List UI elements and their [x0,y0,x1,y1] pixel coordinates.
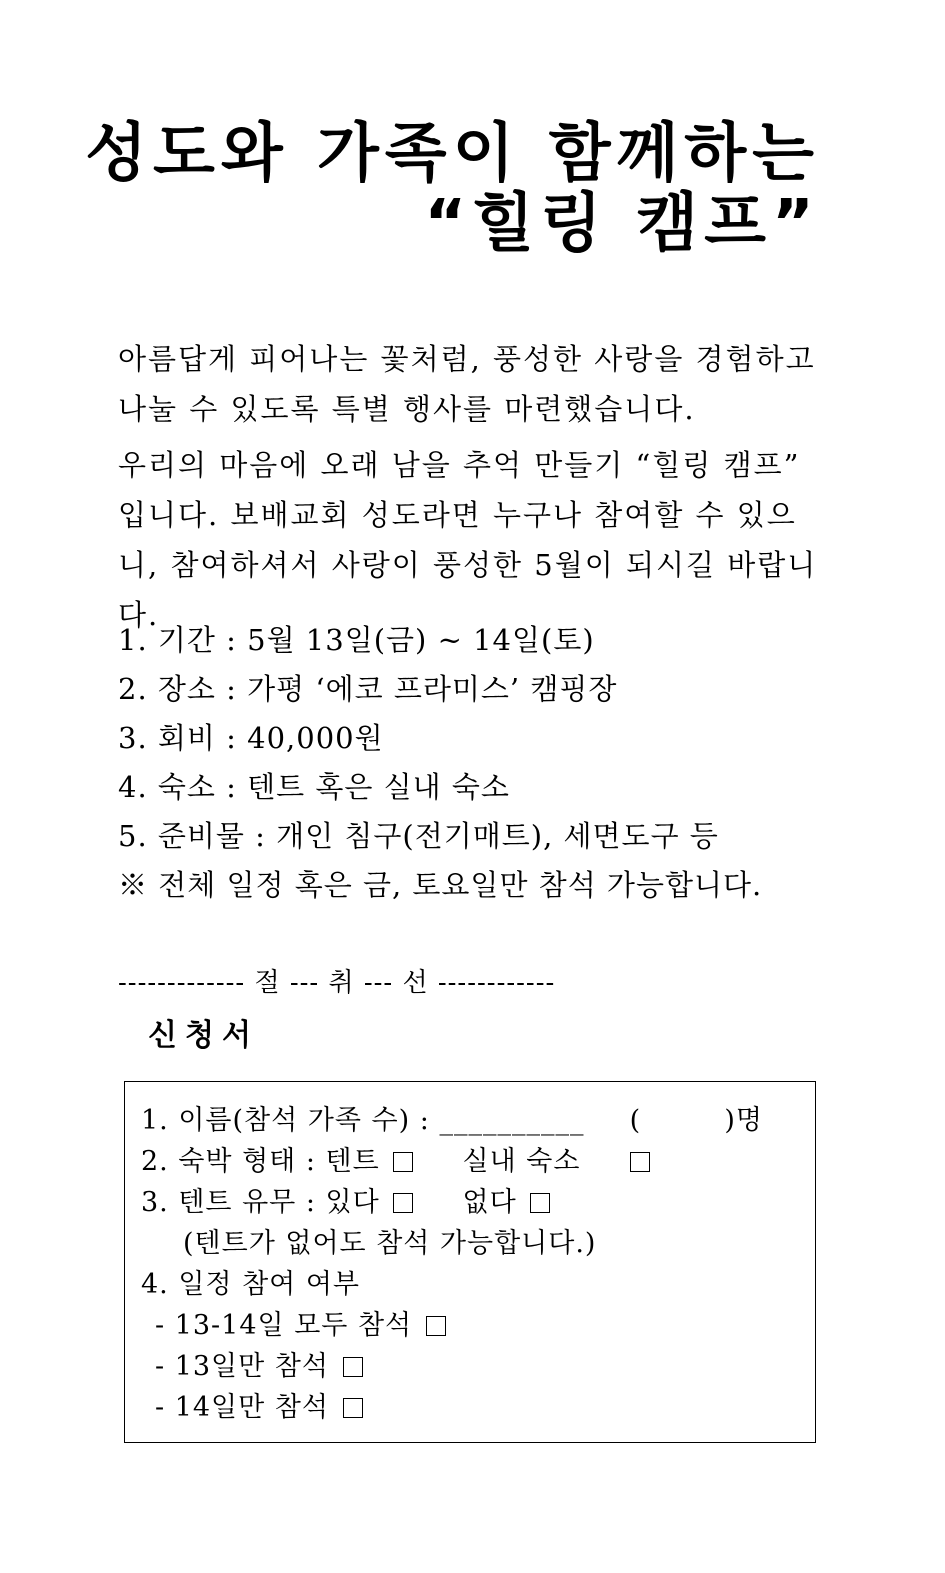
detail-lodging: 4. 숙소 : 텐트 혹은 실내 숙소 [118,770,510,804]
tent-no-label: 없다 [462,1187,517,1218]
tent-note: (텐트가 없어도 참석 가능합니다.) [183,1228,597,1259]
tent-no-checkbox[interactable] [530,1193,550,1213]
title-line-2: “힐링 캠프” [424,187,820,261]
form-row-lodging [141,1141,763,1182]
detail-period: 1. 기간 : 5월 13일(금) ~ 14일(토) [118,623,595,657]
schedule-14-label: - 14일만 참석 [155,1392,329,1423]
lodging-indoor-checkbox[interactable] [630,1152,650,1172]
lodging-indoor-label: 실내 숙소 [462,1146,581,1177]
event-details-list [118,616,762,910]
detail-location: 2. 장소 : 가평 ‘에코 프라미스’ 캠핑장 [118,672,618,706]
count-close: )명 [724,1105,763,1136]
schedule-option-13 [141,1346,763,1387]
lodging-tent-label: 텐트 [325,1146,380,1177]
detail-fee: 3. 회비 : 40,000원 [118,721,384,755]
schedule-14-checkbox[interactable] [343,1398,363,1418]
schedule-option-both [141,1305,763,1346]
form-row-name [141,1100,763,1141]
schedule-option-14 [141,1387,763,1428]
detail-note: ※ 전체 일정 혹은 금, 토요일만 참석 가능합니다. [118,868,763,902]
title-line-1: 성도와 가족이 함께하는 [85,117,820,191]
count-open: ( [629,1105,642,1136]
lodging-tent-checkbox[interactable] [393,1152,413,1172]
schedule-label: 4. 일정 참여 여부 [141,1269,361,1300]
detail-supplies: 5. 준비물 : 개인 침구(전기매트), 세면도구 등 [118,819,719,853]
schedule-13-checkbox[interactable] [343,1357,363,1377]
tent-yes-label: 있다 [325,1187,380,1218]
schedule-both-checkbox[interactable] [426,1316,446,1336]
tent-label: 3. 텐트 유무 : [141,1187,316,1218]
cut-line: ------------- 절 --- 취 --- 선 ------------ [118,968,556,998]
schedule-both-label: - 13-14일 모두 참석 [155,1310,413,1341]
tent-yes-checkbox[interactable] [393,1193,413,1213]
application-form [124,1081,816,1443]
lodging-label: 2. 숙박 형태 : [141,1146,316,1177]
form-title: 신청서 [148,1018,259,1053]
name-blank[interactable]: __________ [439,1105,585,1136]
intro-paragraph-2: 우리의 마음에 오래 남을 추억 만들기 “힐링 캠프” 입니다. 보배교회 성도라면 누구나 참여할 수 있으니, 참여하셔서 사랑이 풍성한 5월이 되시길 바랍니다. [118,448,818,632]
name-label: 1. 이름(참석 가족 수) : [141,1105,430,1136]
form-row-tent [141,1182,763,1223]
schedule-13-label: - 13일만 참석 [155,1351,329,1382]
intro-paragraph-1: 아름답게 피어나는 꽃처럼, 풍성한 사랑을 경험하고 나눌 수 있도록 특별 행사를 마련했습니다. [118,342,816,426]
